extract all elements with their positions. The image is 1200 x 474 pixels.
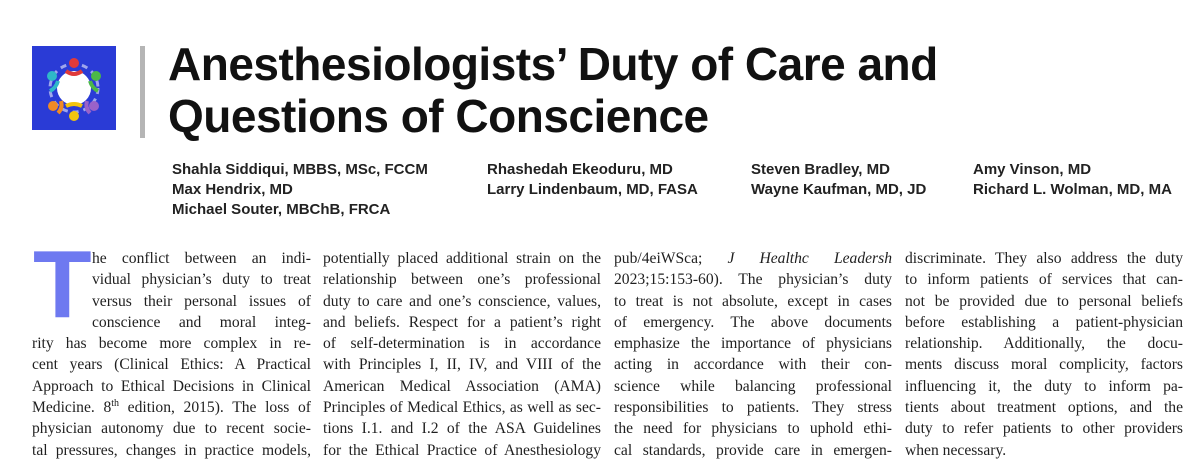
body-column-1 [32, 231, 312, 461]
text-line: responsibilities to patients. They stress [614, 399, 892, 417]
text-line: with Principles I, II, IV, and VIII of the [323, 356, 601, 374]
author-name: Larry Lindenbaum, MD, FASA [487, 181, 698, 198]
author-name: Steven Bradley, MD [751, 161, 890, 178]
article-title [168, 38, 1178, 142]
journal-citation: J Healthc Leadersh [727, 250, 892, 267]
text-line: duty to care and one’s conscience, values, [323, 292, 601, 310]
text-line: tal pressures, changes in practice models, [32, 441, 311, 459]
text-line: cent years (Clinical Ethics: A Practical [32, 356, 311, 374]
text-line: before establishing a patient-physician [905, 313, 1183, 331]
text-line: tients about treatment options, and the [905, 399, 1183, 417]
text-line: potentially placed additional strain on the [323, 250, 601, 267]
text-fragment: edition, 2015). The loss of [119, 399, 312, 417]
text-line: and beliefs. Respect for a patient’s right [323, 313, 601, 331]
author-name: Max Hendrix, MD [172, 181, 293, 198]
text-line: the need for physicians to uphold ethi- [614, 420, 892, 438]
text-line: cal standards, provide care in emergen- [614, 441, 892, 459]
text-line: when necessary. [905, 441, 1007, 459]
text-line: science while balancing professional [614, 377, 892, 395]
author-column-4 [973, 160, 1172, 200]
text-line: versus their personal issues of [92, 292, 311, 310]
text-line: of emergency. The above documents [614, 313, 892, 331]
author-column-1 [172, 160, 428, 220]
text-line: American Medical Association (AMA) [323, 377, 601, 395]
text-fragment: Medicine. 8 [32, 399, 112, 417]
text-line: influencing it, the duty to inform pa- [905, 377, 1183, 395]
superscript: th [111, 397, 120, 409]
text-line: rity has become more complex in re- [32, 335, 311, 353]
author-name: Amy Vinson, MD [973, 161, 1092, 178]
text-line: relationship between one’s professional [323, 271, 601, 289]
text-line: not be provided due to personal beliefs [905, 292, 1183, 310]
body-column-3 [614, 248, 892, 461]
text-line: to treat is not absolute, except in cases [614, 292, 892, 310]
author-name: Rhashedah Ekeoduru, MD [487, 161, 673, 178]
people-circle-icon [32, 46, 116, 130]
text-line: duty to refer patients to other providers [905, 420, 1183, 438]
text-line: relationship. Additionally, the docu- [905, 335, 1183, 353]
text-line: he conflict between an indi- [92, 250, 311, 267]
text-line: 2023;15:153-60). The physician’s duty [614, 271, 892, 289]
society-logo [32, 46, 116, 130]
text-line: for the Ethical Practice of Anesthesiology [323, 441, 601, 459]
author-name: Shahla Siddiqui, MBBS, MSc, FCCM [172, 161, 428, 178]
text-line: emphasize the importance of physicians [614, 335, 892, 353]
title-line-1: Anesthesiologists’ Duty of Care and [168, 38, 938, 90]
text-line: acting in accordance with their con- [614, 356, 892, 374]
text-line: to inform patients of services that can- [905, 271, 1183, 289]
title-line-2: Questions of Conscience [168, 90, 709, 142]
body-column-4 [905, 248, 1183, 461]
text-line: discriminate. They also address the duty [905, 250, 1183, 267]
text-line: vidual physician’s duty to treat [92, 271, 311, 289]
text-fragment: pub/4eiWSca; [614, 250, 728, 267]
text-line: of self-determination is in accordance [323, 335, 601, 353]
text-line [32, 397, 311, 418]
author-name: Michael Souter, MBChB, FRCA [172, 201, 391, 218]
text-line: physician autonomy due to recent socie- [32, 420, 311, 438]
author-column-3 [751, 160, 926, 200]
text-line: Principles of Medical Ethics, as well as sec- [323, 399, 601, 417]
drop-cap: T [33, 231, 92, 338]
text-line: tions I.1. and I.2 of the ASA Guidelines [323, 420, 601, 438]
text-line [614, 248, 892, 269]
text-line: conscience and moral integ- [92, 313, 311, 331]
author-column-2 [487, 160, 698, 200]
body-column-2 [323, 248, 601, 461]
author-name: Richard L. Wolman, MD, MA [973, 181, 1172, 198]
text-line: ments discuss moral complicity, factors [905, 356, 1183, 374]
author-name: Wayne Kaufman, MD, JD [751, 181, 927, 198]
text-line: Approach to Ethical Decisions in Clinical [32, 377, 311, 395]
title-divider [140, 46, 145, 138]
